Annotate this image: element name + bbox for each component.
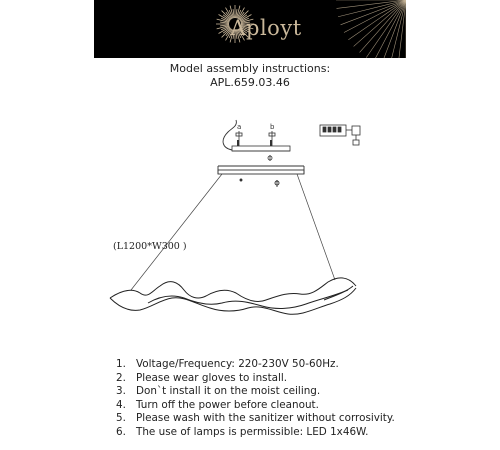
mount-labels: [237, 123, 275, 131]
instruction-item: [116, 372, 395, 386]
assembly-drawing: [0, 100, 500, 350]
dimension-label: (L1200*W300 ): [113, 241, 187, 252]
instruction-text: Please wear gloves to install.: [136, 371, 288, 384]
instruction-item: [116, 358, 395, 372]
brand-banner: [94, 0, 406, 58]
instruction-number: 3.: [116, 385, 126, 398]
brand-name: Aployt: [230, 16, 302, 40]
instruction-item: [116, 412, 395, 426]
label-a: a: [237, 123, 242, 131]
instruction-number: 4.: [116, 398, 126, 411]
model-number: APL.659.03.46: [210, 76, 290, 89]
instruction-number: 5.: [116, 412, 126, 425]
corner-rays: [336, 0, 406, 58]
instruction-number: 6.: [116, 425, 126, 438]
instruction-text: Don`t install it on the moist ceiling.: [136, 385, 321, 398]
label-b: b: [270, 123, 275, 131]
instruction-list: [116, 358, 395, 440]
instruction-number: 2.: [116, 371, 126, 384]
suspension-wires: [131, 174, 335, 290]
instruction-text: Please wash with the sanitizer without corrosivity.: [136, 412, 395, 425]
instruction-item: [116, 426, 395, 440]
instruction-text: The use of lamps is permissible: LED 1x46W.: [136, 425, 369, 438]
instruction-item: [116, 385, 395, 399]
terminal-block: [320, 125, 360, 145]
instruction-item: [116, 399, 395, 413]
lamp-body: [110, 278, 356, 314]
title-line-1: Model assembly instructions:: [169, 62, 331, 75]
canopy: [218, 166, 304, 187]
instruction-text: Voltage/Frequency: 220-230V 50-60Hz.: [136, 358, 339, 370]
instruction-number: 1.: [116, 358, 126, 370]
instruction-text: Turn off the power before cleanout.: [136, 398, 319, 411]
ceiling-mount: [232, 131, 290, 161]
power-cable: [223, 120, 236, 150]
